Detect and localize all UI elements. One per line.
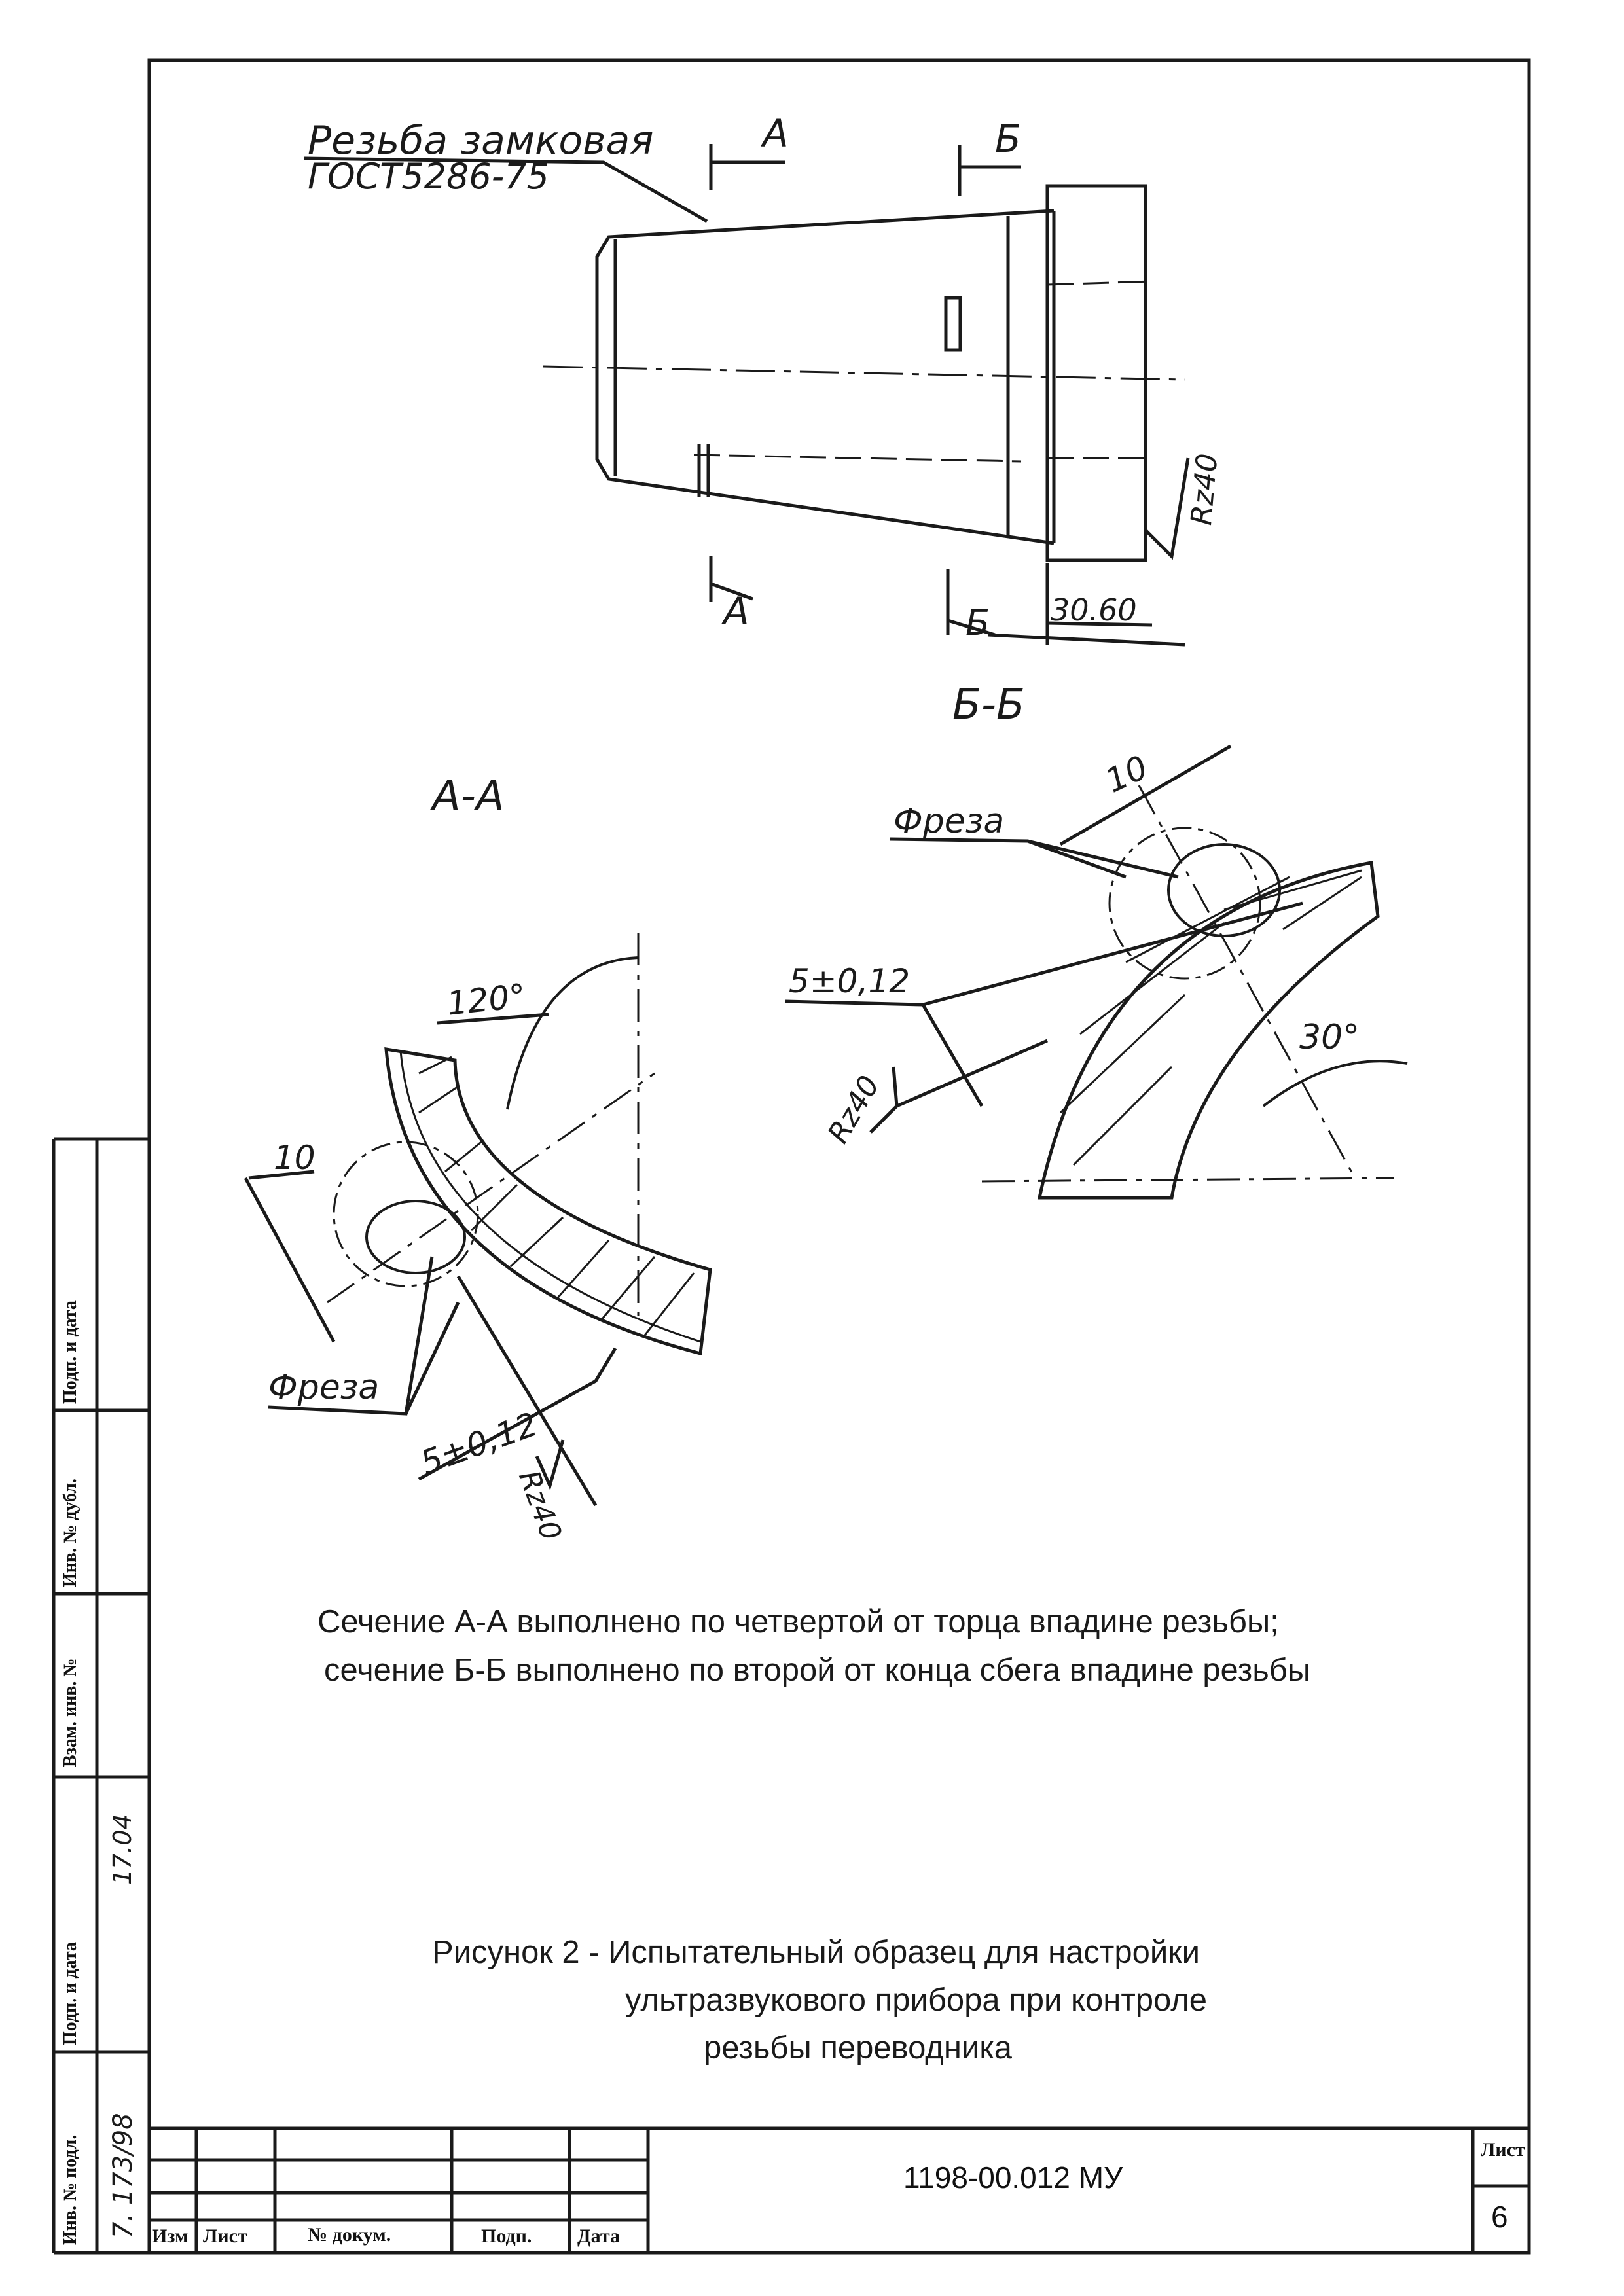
- section-aa-title: А-А: [432, 772, 505, 821]
- section-a-marker-top: А: [763, 111, 789, 156]
- sheet-number: 6: [1491, 2200, 1508, 2234]
- document-number: 1198-00.012 МУ: [903, 2161, 1123, 2195]
- note-line-1: Сечение А-А выполнено по четвертой от торца впадине резьбы;: [317, 1604, 1279, 1640]
- roughness-top: Rz40: [1185, 452, 1225, 527]
- side-podp-data-1: Подп. и дата: [60, 1942, 81, 2045]
- side-inv-dubl: Инв. № дубл.: [60, 1479, 81, 1587]
- col-podp: Подп.: [481, 2225, 532, 2247]
- note-line-2: сечение Б-Б выполнено по второй от конца сбега впадине резьбы: [324, 1653, 1311, 1688]
- roughness-bb: Rz40: [821, 1070, 886, 1149]
- size-10-aa: 10: [274, 1139, 316, 1177]
- section-b-marker-top: Б: [995, 117, 1021, 161]
- tolerance-aa: 5±0,12: [416, 1405, 543, 1482]
- col-date: Дата: [577, 2225, 620, 2247]
- section-bb-title: Б-Б: [952, 681, 1025, 729]
- thread-label-line1: Резьба замковая: [308, 118, 654, 164]
- cutter-label-bb: Фреза: [893, 802, 1005, 841]
- figure-caption-line-2: ультразвукового прибора при контроле: [625, 1982, 1208, 2018]
- col-doc-number: № докум.: [308, 2224, 391, 2246]
- top-view: [304, 144, 1188, 645]
- figure-caption-line-3: резьбы переводника: [704, 2030, 1013, 2066]
- angle-120: 120°: [445, 977, 528, 1023]
- side-inv-podl: Инв. № подл.: [60, 2134, 81, 2245]
- col-izm: Изм: [152, 2225, 189, 2247]
- section-b-marker-bottom: Б: [965, 602, 990, 643]
- sheet-frame: [149, 60, 1529, 2253]
- thread-label-line2: ГОСТ5286-75: [308, 156, 549, 197]
- angle-30: 30°: [1299, 1018, 1360, 1057]
- size-10-bb: 10: [1100, 748, 1154, 800]
- tolerance-bb: 5±0,12: [789, 962, 911, 1000]
- roughness-aa: Rz40: [512, 1466, 568, 1545]
- side-inv-value: 7. 173/98: [108, 2113, 138, 2238]
- cutter-label-aa: Фреза: [268, 1368, 380, 1407]
- dimension-30-60: 30.60: [1051, 592, 1137, 628]
- side-podp-data-2: Подп. и дата: [60, 1300, 81, 1404]
- section-a-marker-bottom: А: [723, 589, 749, 634]
- sheet-label: Лист: [1481, 2139, 1525, 2161]
- side-date-value: 17.04: [108, 1814, 137, 1885]
- figure-caption-line-1: Рисунок 2 - Испытательный образец для настройки: [432, 1935, 1200, 1970]
- side-vzam-inv: Взам. инв. №: [60, 1658, 81, 1767]
- col-list: Лист: [203, 2225, 247, 2247]
